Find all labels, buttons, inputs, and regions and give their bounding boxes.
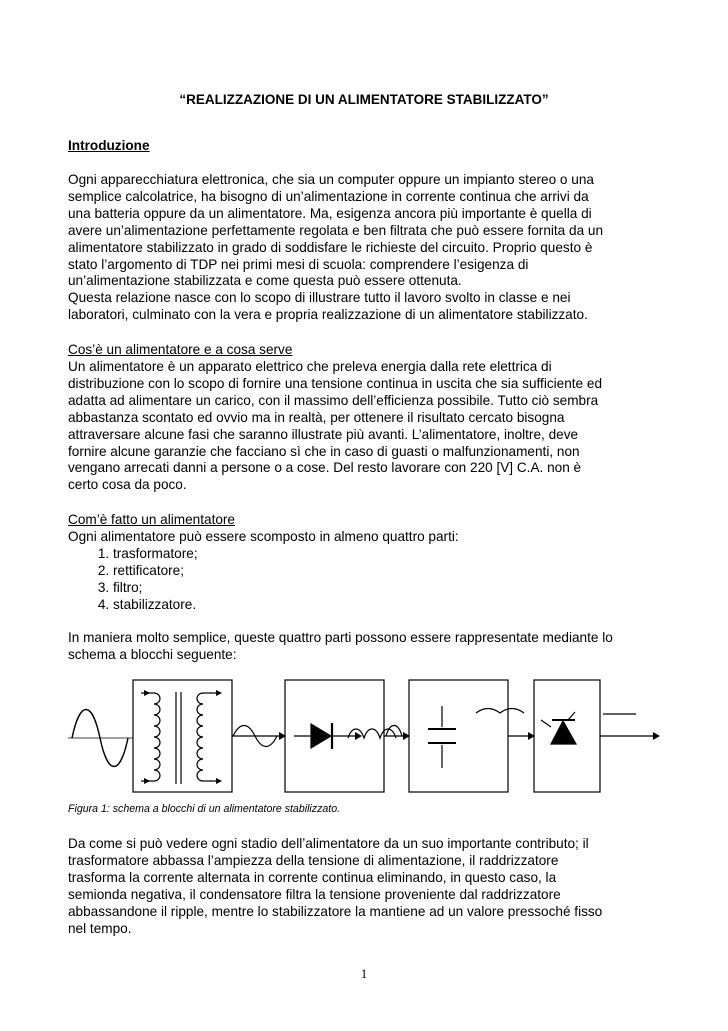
ac-sine-wave-icon bbox=[68, 710, 133, 767]
text-line: Questa relazione nasce con lo scopo di illustrare tutto il lavoro svolto in classe e nei bbox=[68, 290, 571, 306]
text-line: una batteria oppure da un alimentatore. Ma, esigenza ancora più importante è quella di bbox=[68, 205, 592, 221]
text-line: stato l’argomento di TDP nei primi mesi di scuola: comprendere l’esigenza di bbox=[68, 256, 529, 272]
diode-icon bbox=[294, 723, 355, 749]
text-line: abbassandone il ripple, mentre lo stabilizzatore la mantiene ad un valore pressoché fisso bbox=[68, 903, 603, 919]
ripple-wave-icon bbox=[476, 709, 524, 714]
section3-heading: Com’è fatto un alimentatore bbox=[68, 512, 235, 527]
text-line: fornire alcune garanzie che facciano sì che in caso di guasti o malfunzionamenti, non bbox=[68, 443, 580, 459]
figure-caption: Figura 1: schema a blocchi di un alimentatore stabilizzato. bbox=[68, 803, 341, 815]
text-line: Da come si può vedere ogni stadio dell’alimentatore da un suo importante contributo; il bbox=[68, 836, 589, 851]
document-title: “REALIZZAZIONE DI UN ALIMENTATORE STABILIZZATO” bbox=[179, 92, 549, 107]
section2-paragraph bbox=[68, 359, 668, 494]
text-line: attraversare alcune fasi che saranno illustrate più avanti. L’alimentatore, inoltre, deve bbox=[68, 426, 579, 442]
text-line: abbastanza scontato ed ovvio ma in realtà, per ottenere il risultato cercato bisogna bbox=[68, 409, 565, 425]
text-line: alimentatore stabilizzato in grado di soddisfare le richieste del circuito. Proprio questo è bbox=[68, 239, 593, 255]
page-number: 1 bbox=[360, 966, 368, 981]
list-item: 3. filtro; bbox=[113, 580, 668, 597]
text-line: semplice calcolatrice, ha bisogno di un’alimentazione in corrente continua che arrivi da bbox=[68, 188, 589, 204]
transformer-icon bbox=[141, 692, 220, 784]
transformer-block bbox=[133, 680, 232, 792]
zener-diode-icon bbox=[541, 712, 576, 744]
text-line: trasforma la corrente alternata in corrente continua eliminando, in questo caso, la bbox=[68, 869, 557, 885]
text-line: distribuzione con lo scopo di fornire una tensione continua in uscita che sia sufficiente ed bbox=[68, 375, 603, 391]
text-line: vengano arrecati danni a persone o a cose. Del resto lavorare con 220 [V] C.A. non è bbox=[68, 460, 582, 476]
text-line: un’alimentazione stabilizzata e come questa può essere ottenuta. bbox=[68, 273, 462, 289]
text-line: nel tempo. bbox=[68, 920, 132, 936]
list-item: 4. stabilizzatore. bbox=[113, 597, 668, 614]
text-line: trasformatore abbassa l’ampiezza della tensione di alimentazione, il raddrizzatore bbox=[68, 852, 559, 868]
conclusion-paragraph bbox=[68, 836, 668, 937]
list-item: 2. rettificatore; bbox=[113, 563, 668, 580]
text-line: laboratori, culminato con la vera e propria realizzazione di un alimentatore stabilizzato. bbox=[68, 307, 588, 323]
text-line: Ogni apparecchiatura elettronica, che sia un computer oppure un impianto stereo o una bbox=[68, 172, 594, 187]
section2-heading: Cos’è un alimentatore e a cosa serve bbox=[68, 342, 293, 357]
text-line: schema a blocchi seguente: bbox=[68, 646, 237, 662]
text-line: In maniera molto semplice, queste quattro parti possono essere rappresentate mediante lo bbox=[68, 630, 613, 645]
parts-list bbox=[68, 546, 668, 614]
block-diagram bbox=[0, 665, 728, 800]
capacitor-icon bbox=[428, 706, 456, 768]
text-line: Un alimentatore è un apparato elettrico che preleva energia dalla rete elettrica di bbox=[68, 359, 552, 374]
text-line: avere un’alimentazione perfettamente regolata e ben filtrata che può essere fornita da un bbox=[68, 222, 604, 238]
text-line: certo cosa da poco. bbox=[68, 477, 187, 493]
filter-block bbox=[409, 680, 508, 792]
intro-paragraph bbox=[68, 172, 668, 324]
intro-heading: Introduzione bbox=[68, 138, 150, 153]
text-line: Ogni alimentatore può essere scomposto in almeno quattro parti: bbox=[68, 529, 459, 544]
section3-intro bbox=[68, 529, 668, 614]
text-line: semionda negativa, il condensatore filtra la tensione proveniente dal raddrizzatore bbox=[68, 886, 561, 902]
section3-after bbox=[68, 630, 668, 664]
text-line: adatta ad alimentare un carico, con il massimo dell’efficienza possibile. Tutto ciò sembra bbox=[68, 392, 599, 408]
list-item: 1. trasformatore; bbox=[113, 546, 668, 563]
